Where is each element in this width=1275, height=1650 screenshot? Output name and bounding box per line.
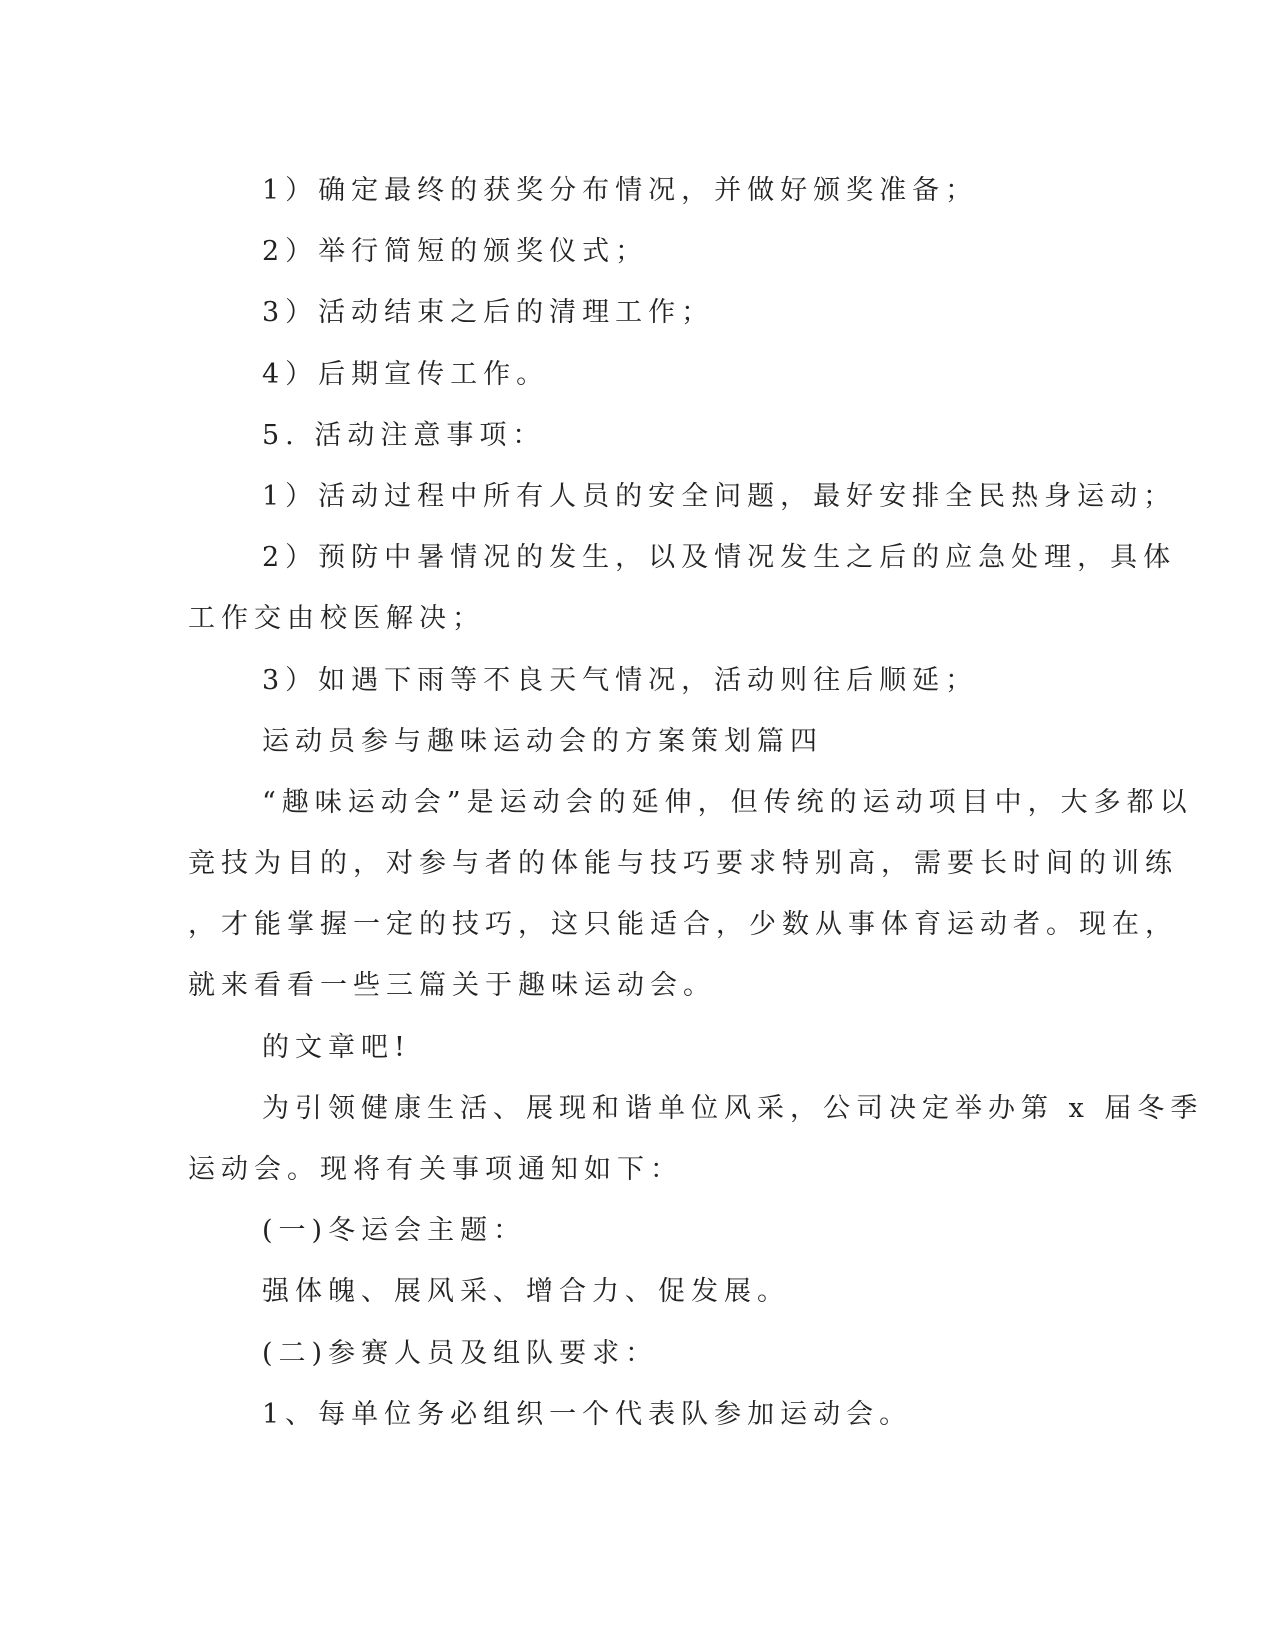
text-line: 3）如遇下雨等不良天气情况，活动则往后顺延； xyxy=(262,664,979,696)
section-heading: (二)参赛人员及组队要求： xyxy=(262,1337,659,1369)
text-line: 1）确定最终的获奖分布情况，并做好颁奖准备； xyxy=(262,175,979,206)
text-line: 1、每单位务必组织一个代表队参加运动会。 xyxy=(262,1398,913,1430)
text-line: 1）活动过程中所有人员的安全问题，最好安排全民热身运动； xyxy=(262,480,1177,512)
text-line: 工作交由校医解决； xyxy=(188,603,485,635)
text-line: 就来看看一些三篇关于趣味运动会。 xyxy=(188,970,716,1002)
text-line: 2）举行简短的颁奖仪式； xyxy=(262,236,649,268)
text-line: 竞技为目的，对参与者的体能与技巧要求特别高，需要长时间的训练 xyxy=(188,848,1178,880)
section-heading: (一)冬运会主题： xyxy=(262,1215,527,1247)
text-line: “趣味运动会”是运动会的延伸，但传统的运动项目中，大多都以 xyxy=(262,786,1193,818)
text-line: 3）活动结束之后的清理工作； xyxy=(262,297,715,329)
text-line: 的文章吧! xyxy=(262,1031,411,1063)
text-line: 运动会。现将有关事项通知如下： xyxy=(188,1154,683,1185)
text-line: 4）后期宣传工作。 xyxy=(262,358,550,390)
text-line: ，才能掌握一定的技巧，这只能适合，少数从事体育运动者。现在， xyxy=(188,909,1178,941)
document-body xyxy=(188,160,1204,1445)
article-title: 运动员参与趣味运动会的方案策划篇四 xyxy=(262,725,823,757)
text-line: 强体魄、展风采、增合力、促发展。 xyxy=(262,1276,790,1308)
section-heading: 5. 活动注意事项： xyxy=(262,419,546,451)
text-line: 为引领健康生活、展现和谐单位风采，公司决定举办第 x 届冬季 xyxy=(262,1092,1204,1124)
text-line: 2）预防中暑情况的发生，以及情况发生之后的应急处理，具体 xyxy=(262,542,1177,574)
